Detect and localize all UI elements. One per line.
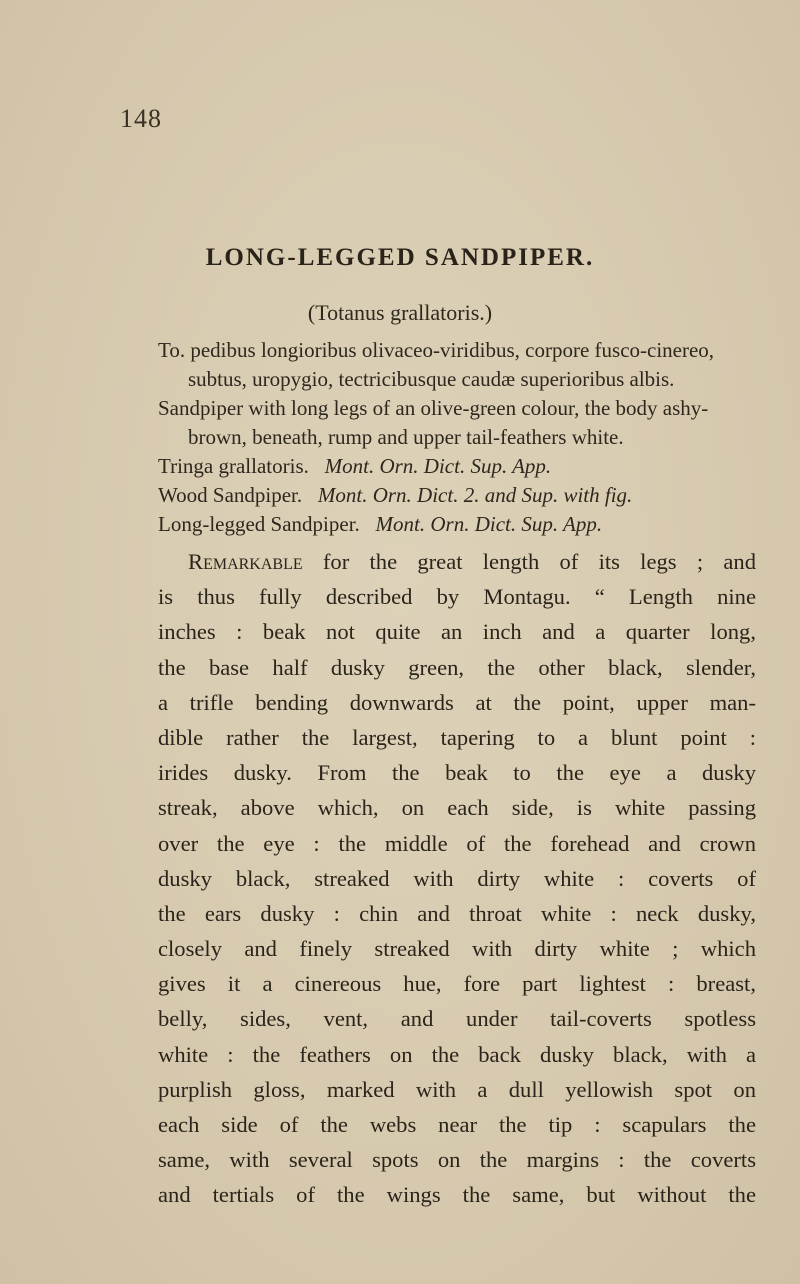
dropcap-word: Remarkable [188, 549, 303, 574]
synonym-reference: Mont. Orn. Dict. Sup. App. [324, 454, 552, 478]
latin-description-line: To. pedibus longioribus olivaceo-viridibus, corpore fusco-cinereo, [158, 338, 715, 362]
synonym-entry [158, 452, 758, 481]
english-description-line: Sandpiper with long legs of an olive-green colour, the body ashy- [158, 396, 709, 420]
body-line: irides dusky. From the beak to the eye a dusky [158, 760, 756, 786]
body-line: gives it a cinereous hue, fore part lightest : breast, [158, 971, 756, 997]
body-line: white : the feathers on the back dusky black, with a [158, 1041, 756, 1067]
body-line: and tertials of the wings the same, but without the [158, 1182, 756, 1208]
body-line: each side of the webs near the tip : scapulars the [158, 1112, 756, 1137]
body-line: closely and finely streaked with dirty white ; which [158, 936, 756, 962]
body-line: purplish gloss, marked with a dull yellowish spot on [158, 1076, 756, 1102]
synonym-reference: Mont. Orn. Dict. Sup. App. [375, 512, 603, 536]
latin-subtitle: (Totanus grallatoris.) [307, 300, 493, 325]
body-line: dible rather the largest, tapering to a blunt point : [158, 724, 756, 750]
page-title: LONG-LEGGED SANDPIPER. [205, 244, 595, 271]
synonym-entry [158, 481, 758, 510]
latin-description-line: subtus, uropygio, tectricibusque caudæ superioribus albis. [188, 367, 675, 391]
synonymy-block [158, 336, 758, 539]
body-paragraph [158, 544, 756, 1213]
synonym-name: Tringa grallatoris. [158, 454, 309, 478]
english-description-line: brown, beneath, rump and upper tail-feathers white. [188, 425, 624, 449]
body-line: is thus fully described by Montagu. “ Length nine [158, 584, 756, 610]
synonym-name: Long-legged Sandpiper. [158, 512, 360, 536]
body-line: a trifle bending downwards at the point, upper man- [158, 689, 756, 715]
synonym-entry [158, 510, 758, 539]
body-line: the ears dusky : chin and throat white : neck dusky, [158, 900, 756, 926]
synonym-name: Wood Sandpiper. [158, 483, 303, 507]
body-line: Remarkable for the great length of its legs ; and [188, 549, 756, 574]
body-line: streak, above which, on each side, is white passing [158, 795, 756, 821]
body-line: the base half dusky green, the other black, slender, [158, 654, 756, 680]
page-number: 148 [120, 104, 162, 133]
body-line: same, with several spots on the margins : the coverts [158, 1147, 756, 1173]
synonym-reference: Mont. Orn. Dict. 2. and Sup. with fig. [317, 483, 633, 507]
body-line: belly, sides, vent, and under tail-coverts spotless [158, 1006, 756, 1032]
body-line: inches : beak not quite an inch and a quarter long, [158, 619, 756, 645]
body-line: dusky black, streaked with dirty white : coverts of [158, 865, 756, 891]
body-line: over the eye : the middle of the forehead and crown [158, 830, 756, 856]
